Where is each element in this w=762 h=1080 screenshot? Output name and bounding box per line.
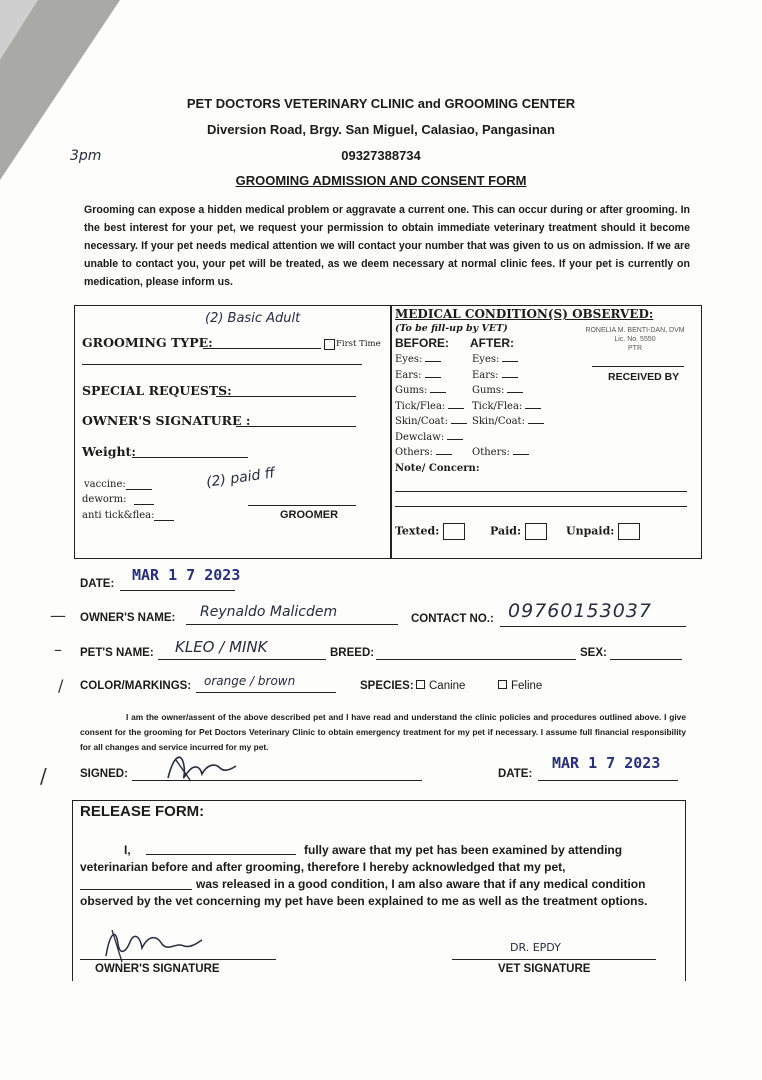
medical-item	[472, 447, 544, 463]
medical-item	[395, 416, 467, 432]
release-name-line[interactable]	[146, 854, 296, 855]
vet-handwritten: DR. EPDY	[510, 941, 561, 954]
paid-note: (2) paid ff	[205, 465, 276, 491]
feline-checkbox[interactable]	[498, 680, 507, 689]
check-mark-color: /	[58, 676, 64, 695]
medical-item-blank[interactable]	[425, 361, 441, 362]
canine-option[interactable]	[416, 680, 465, 692]
weight-label: Weight:	[82, 444, 136, 459]
feline-option[interactable]	[498, 680, 542, 692]
vet-stamp-ptr: PTR	[628, 345, 642, 352]
vaccine-label: vaccine:	[84, 479, 126, 490]
owner-name-line	[186, 624, 398, 625]
medical-item-label: Tick/Flea:	[472, 400, 523, 412]
medical-item-blank[interactable]	[430, 392, 446, 393]
date-label: DATE:	[80, 578, 115, 590]
note-line-2	[395, 506, 687, 507]
medical-item-blank[interactable]	[502, 377, 518, 378]
vet-stamp-lic: Lic. No. 5550	[614, 336, 656, 343]
date-stamp: MAR 1 7 2023	[132, 566, 241, 584]
received-by-label: RECEIVED BY	[608, 371, 680, 383]
texted-checkbox[interactable]	[443, 523, 465, 540]
groomer-label: GROOMER	[280, 509, 339, 521]
medical-item	[395, 401, 467, 417]
grooming-type-value: (2) Basic Adult	[205, 311, 301, 326]
paid-field	[490, 523, 547, 540]
medical-item	[395, 385, 467, 401]
medical-item-label: Skin/Coat:	[472, 416, 525, 427]
medical-item-blank[interactable]	[528, 423, 544, 424]
clinic-name: PET DOCTORS VETERINARY CLINIC and GROOMING CENTER	[186, 96, 576, 111]
owner-name-label: OWNER'S NAME:	[80, 612, 176, 624]
after-list	[472, 354, 544, 463]
medical-item	[472, 385, 544, 401]
feline-label: Feline	[511, 680, 543, 692]
canine-label: Canine	[429, 680, 466, 692]
release-vet-line[interactable]	[452, 959, 656, 960]
consent-paragraph: I am the owner/assent of the above described pet and I have read and understand the clinic policies and procedures outlined above. I give consent for the grooming for Pet Doctors Veterinary Clinic to obtain emergency treatment for my pet if necessary. I assume full financial responsibility for all changes and service incurred for my pet.	[80, 712, 686, 752]
unpaid-checkbox[interactable]	[618, 523, 640, 540]
clinic-phone: 09327388734	[341, 148, 421, 163]
medical-item-blank[interactable]	[436, 454, 452, 455]
release-owner-signature-label: OWNER'S SIGNATURE	[95, 963, 220, 975]
signed-date-line	[538, 780, 678, 781]
page-fold-corner	[0, 0, 38, 60]
color-value: orange / brown	[204, 674, 296, 688]
medical-title: MEDICAL CONDITION(S) OBSERVED:	[395, 307, 654, 321]
release-i: I,	[124, 843, 131, 857]
release-vet-signature-label: VET SIGNATURE	[498, 963, 591, 975]
release-line3: was released in a good condition, I am also aware that if any medical condition	[196, 877, 646, 891]
medical-item-label: Others:	[472, 447, 510, 458]
medical-item-blank[interactable]	[447, 439, 463, 440]
medical-item	[472, 370, 544, 386]
medical-item	[472, 416, 544, 432]
breed-label: BREED:	[330, 647, 375, 659]
medical-item-blank[interactable]	[425, 377, 441, 378]
medical-item-blank[interactable]	[502, 361, 518, 362]
vaccine-line	[126, 489, 152, 490]
medical-item	[395, 447, 467, 463]
canine-checkbox[interactable]	[416, 680, 425, 689]
medical-item-blank[interactable]	[507, 392, 523, 393]
paid-checkbox[interactable]	[525, 523, 547, 540]
first-time-checkbox[interactable]	[324, 339, 335, 350]
deworm-line	[134, 504, 154, 505]
contact-label: CONTACT NO.:	[411, 613, 494, 625]
medical-item	[472, 401, 544, 417]
before-label: BEFORE:	[395, 336, 449, 350]
unpaid-field	[566, 523, 640, 540]
vet-stamp	[585, 326, 685, 353]
breed-line	[376, 659, 576, 660]
release-line2: veterinarian before and after grooming, therefore I hereby acknowledged that my pet,	[80, 860, 566, 874]
contact-line	[500, 626, 686, 627]
release-pet-line[interactable]	[80, 889, 192, 890]
contact-value: 09760153037	[508, 600, 652, 622]
medical-item-label: Eyes:	[395, 354, 423, 365]
texted-label: Texted:	[395, 524, 440, 538]
medical-item	[472, 354, 544, 370]
unpaid-label: Unpaid:	[566, 524, 615, 538]
weight-line	[132, 457, 248, 458]
medical-item-blank[interactable]	[525, 408, 541, 409]
note-label: Note/ Concern:	[395, 463, 480, 474]
check-mark-pet: –	[54, 640, 62, 659]
pet-name-line	[158, 659, 326, 660]
anti-tick-label: anti tick&flea:	[82, 510, 155, 521]
medical-subtitle: (To be fill-up by VET)	[395, 323, 508, 334]
check-mark-owner: —	[50, 606, 66, 625]
before-list	[395, 354, 467, 463]
special-requests-line	[216, 396, 356, 397]
color-label: COLOR/MARKINGS:	[80, 680, 192, 692]
species-label: SPECIES:	[360, 680, 414, 692]
signed-label: SIGNED:	[80, 768, 128, 780]
owner-signature-label: OWNER'S SIGNATURE :	[82, 413, 251, 428]
sex-label: SEX:	[580, 647, 607, 659]
pet-name-value: KLEO / MINK	[175, 638, 268, 656]
grooming-type-label: GROOMING TYPE:	[82, 335, 213, 350]
special-requests-label: SPECIAL REQUESTS:	[82, 383, 232, 398]
release-line4: observed by the vet concerning my pet have been explained to me as well as the treatment options.	[80, 894, 648, 908]
medical-item	[395, 354, 467, 370]
grooming-extra-line	[82, 364, 362, 365]
medical-item-blank[interactable]	[451, 423, 467, 424]
paid-label: Paid:	[490, 524, 522, 538]
medical-item-blank[interactable]	[448, 408, 464, 409]
signed-date-stamp: MAR 1 7 2023	[552, 754, 661, 772]
medical-item-label: Gums:	[472, 385, 505, 396]
box-divider	[390, 305, 392, 558]
release-line1: fully aware that my pet has been examined by attending	[304, 843, 623, 857]
owner-signature-scribble	[160, 748, 240, 788]
date-line	[120, 590, 235, 591]
clinic-address: Diversion Road, Brgy. San Miguel, Calasiao, Pangasinan	[207, 122, 555, 137]
medical-item	[395, 432, 467, 448]
sex-line	[610, 659, 682, 660]
release-owner-line[interactable]	[80, 959, 276, 960]
note-line-1	[395, 491, 687, 492]
medical-item-blank[interactable]	[513, 454, 529, 455]
texted-field	[395, 523, 465, 540]
medical-item-label: Tick/Flea:	[395, 400, 446, 412]
medical-item-label: Ears:	[472, 369, 499, 381]
release-title: RELEASE FORM:	[80, 803, 205, 820]
medical-item-label: Others:	[395, 447, 433, 458]
signed-date-label: DATE:	[498, 768, 533, 780]
owner-name-value: Reynaldo Malicdem	[200, 604, 338, 620]
anti-tick-line	[154, 520, 174, 521]
pet-name-label: PET'S NAME:	[80, 647, 154, 659]
medical-item-label: Gums:	[395, 385, 428, 396]
form-title: GROOMING ADMISSION AND CONSENT FORM	[235, 173, 527, 188]
groomer-line	[248, 505, 356, 506]
vet-stamp-name: RONELIA M. BENTI-DAN, DVM	[585, 327, 685, 334]
medical-item-label: Eyes:	[472, 354, 500, 365]
grooming-type-line	[203, 348, 321, 349]
medical-item	[395, 370, 467, 386]
medical-item-label: Ears:	[395, 369, 422, 381]
owner-signature-line	[236, 426, 356, 427]
first-time-label: First Time	[336, 339, 381, 349]
medical-item-label: Skin/Coat:	[395, 416, 448, 427]
intro-paragraph: Grooming can expose a hidden medical problem or aggravate a current one. This can occur during or after grooming. In the best interest for your pet, we request your permission to obtain immediate veterinary treatment should it become necessary. If your pet needs medical attention we will contact your number that was given to us on admission. If we are unable to contact you, your pet will be treated, as we deem necessary at normal clinic fees. If your pet is currently on medication, please inform us.	[84, 204, 690, 288]
check-mark-signed: /	[40, 764, 47, 788]
handwritten-time: 3pm	[70, 148, 102, 164]
medical-item-label: Dewclaw:	[395, 431, 445, 443]
deworm-label: deworm:	[82, 494, 127, 505]
after-label: AFTER:	[470, 336, 514, 350]
color-line	[196, 692, 336, 693]
received-by-line	[592, 366, 684, 367]
